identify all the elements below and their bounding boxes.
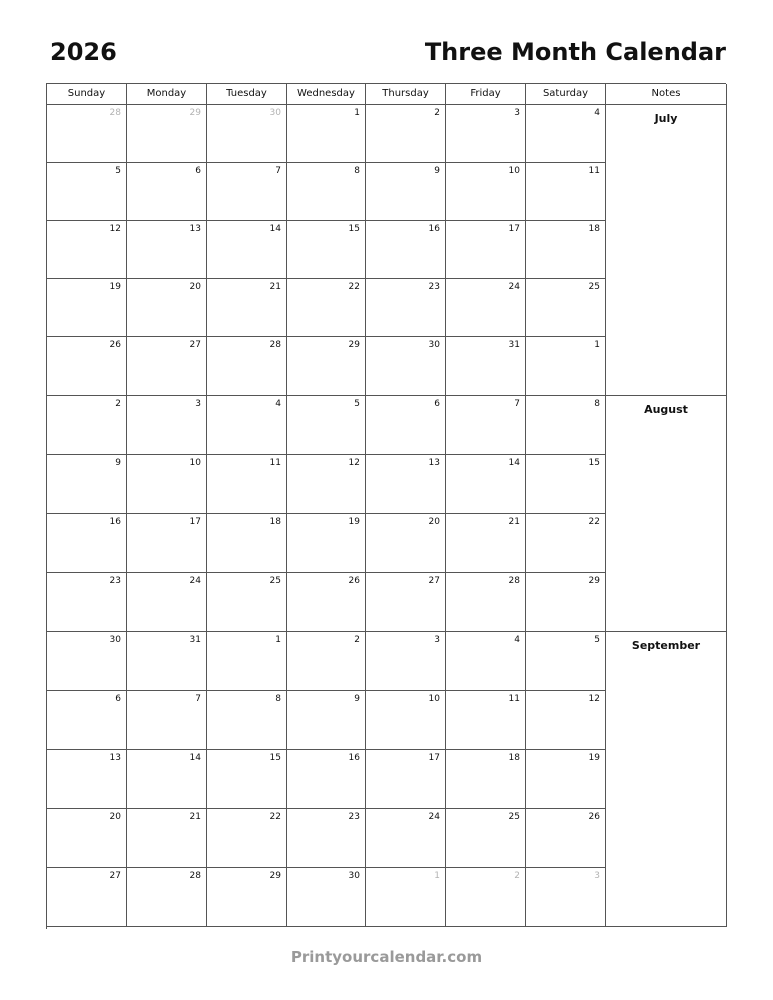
day-cell: 21 bbox=[127, 809, 207, 868]
day-cell: 4 bbox=[207, 396, 287, 455]
day-cell: 14 bbox=[446, 455, 526, 514]
day-cell: 24 bbox=[366, 809, 446, 868]
day-cell: 29 bbox=[287, 337, 366, 396]
day-cell: 16 bbox=[287, 750, 366, 809]
day-cell: 24 bbox=[446, 279, 526, 337]
day-cell: 28 bbox=[47, 105, 127, 163]
day-cell: 11 bbox=[526, 163, 606, 221]
day-cell: 2 bbox=[287, 632, 366, 691]
day-cell: 5 bbox=[47, 163, 127, 221]
day-cell: 1 bbox=[526, 337, 606, 396]
day-cell: 22 bbox=[526, 514, 606, 573]
year-label: 2026 bbox=[50, 38, 117, 66]
day-cell: 9 bbox=[287, 691, 366, 750]
day-cell: 2 bbox=[446, 868, 526, 927]
day-cell: 2 bbox=[366, 105, 446, 163]
day-cell: 10 bbox=[127, 455, 207, 514]
day-cell: 10 bbox=[366, 691, 446, 750]
column-header: Friday bbox=[446, 84, 526, 105]
day-cell: 1 bbox=[366, 868, 446, 927]
day-cell: 17 bbox=[366, 750, 446, 809]
day-cell: 13 bbox=[366, 455, 446, 514]
day-cell: 6 bbox=[366, 396, 446, 455]
day-cell: 7 bbox=[207, 163, 287, 221]
day-cell: 11 bbox=[207, 455, 287, 514]
day-cell: 14 bbox=[127, 750, 207, 809]
day-cell: 31 bbox=[446, 337, 526, 396]
column-header: Sunday bbox=[47, 84, 127, 105]
day-cell: 20 bbox=[366, 514, 446, 573]
day-cell: 4 bbox=[446, 632, 526, 691]
day-cell: 25 bbox=[207, 573, 287, 632]
day-cell: 13 bbox=[127, 221, 207, 279]
day-cell: 11 bbox=[446, 691, 526, 750]
day-cell: 4 bbox=[526, 105, 606, 163]
day-cell: 26 bbox=[47, 337, 127, 396]
day-cell: 19 bbox=[287, 514, 366, 573]
day-cell: 18 bbox=[446, 750, 526, 809]
column-header: Monday bbox=[127, 84, 207, 105]
day-cell: 25 bbox=[526, 279, 606, 337]
day-cell: 18 bbox=[207, 514, 287, 573]
day-cell: 9 bbox=[47, 455, 127, 514]
column-header: Saturday bbox=[526, 84, 606, 105]
day-cell: 28 bbox=[446, 573, 526, 632]
day-cell: 15 bbox=[526, 455, 606, 514]
day-cell: 1 bbox=[207, 632, 287, 691]
day-cell: 23 bbox=[287, 809, 366, 868]
day-cell: 20 bbox=[47, 809, 127, 868]
notes-month-label: July bbox=[606, 105, 727, 396]
column-header: Thursday bbox=[366, 84, 446, 105]
day-cell: 3 bbox=[127, 396, 207, 455]
day-cell: 20 bbox=[127, 279, 207, 337]
day-cell: 17 bbox=[127, 514, 207, 573]
day-cell: 30 bbox=[47, 632, 127, 691]
day-cell: 24 bbox=[127, 573, 207, 632]
day-cell: 27 bbox=[366, 573, 446, 632]
day-cell: 7 bbox=[446, 396, 526, 455]
day-cell: 6 bbox=[127, 163, 207, 221]
page-title: Three Month Calendar bbox=[424, 38, 726, 66]
day-cell: 28 bbox=[207, 337, 287, 396]
column-header: Tuesday bbox=[207, 84, 287, 105]
day-cell: 15 bbox=[287, 221, 366, 279]
day-cell: 22 bbox=[207, 809, 287, 868]
day-cell: 19 bbox=[526, 750, 606, 809]
day-cell: 7 bbox=[127, 691, 207, 750]
day-cell: 28 bbox=[127, 868, 207, 927]
column-header: Notes bbox=[606, 84, 727, 105]
day-cell: 30 bbox=[366, 337, 446, 396]
day-cell: 8 bbox=[287, 163, 366, 221]
day-cell: 6 bbox=[47, 691, 127, 750]
notes-month-label: August bbox=[606, 396, 727, 632]
day-cell: 9 bbox=[366, 163, 446, 221]
day-cell: 29 bbox=[127, 105, 207, 163]
day-cell: 26 bbox=[287, 573, 366, 632]
day-cell: 21 bbox=[446, 514, 526, 573]
day-cell: 1 bbox=[287, 105, 366, 163]
day-cell: 14 bbox=[207, 221, 287, 279]
notes-month-label: September bbox=[606, 632, 727, 927]
day-cell: 8 bbox=[526, 396, 606, 455]
day-cell: 29 bbox=[526, 573, 606, 632]
day-cell: 12 bbox=[287, 455, 366, 514]
day-cell: 5 bbox=[526, 632, 606, 691]
day-cell: 23 bbox=[366, 279, 446, 337]
day-cell: 16 bbox=[47, 514, 127, 573]
day-cell: 29 bbox=[207, 868, 287, 927]
day-cell: 17 bbox=[446, 221, 526, 279]
calendar-grid bbox=[46, 83, 726, 929]
day-cell: 19 bbox=[47, 279, 127, 337]
day-cell: 30 bbox=[207, 105, 287, 163]
day-cell: 25 bbox=[446, 809, 526, 868]
day-cell: 21 bbox=[207, 279, 287, 337]
day-cell: 3 bbox=[446, 105, 526, 163]
day-cell: 13 bbox=[47, 750, 127, 809]
footer-brand: Printyourcalendar.com bbox=[290, 948, 483, 966]
column-header: Wednesday bbox=[287, 84, 366, 105]
day-cell: 10 bbox=[446, 163, 526, 221]
day-cell: 18 bbox=[526, 221, 606, 279]
day-cell: 26 bbox=[526, 809, 606, 868]
day-cell: 27 bbox=[127, 337, 207, 396]
day-cell: 30 bbox=[287, 868, 366, 927]
day-cell: 2 bbox=[47, 396, 127, 455]
day-cell: 16 bbox=[366, 221, 446, 279]
day-cell: 3 bbox=[366, 632, 446, 691]
day-cell: 31 bbox=[127, 632, 207, 691]
day-cell: 15 bbox=[207, 750, 287, 809]
day-cell: 23 bbox=[47, 573, 127, 632]
day-cell: 12 bbox=[47, 221, 127, 279]
day-cell: 22 bbox=[287, 279, 366, 337]
day-cell: 27 bbox=[47, 868, 127, 927]
day-cell: 3 bbox=[526, 868, 606, 927]
day-cell: 5 bbox=[287, 396, 366, 455]
day-cell: 8 bbox=[207, 691, 287, 750]
day-cell: 12 bbox=[526, 691, 606, 750]
